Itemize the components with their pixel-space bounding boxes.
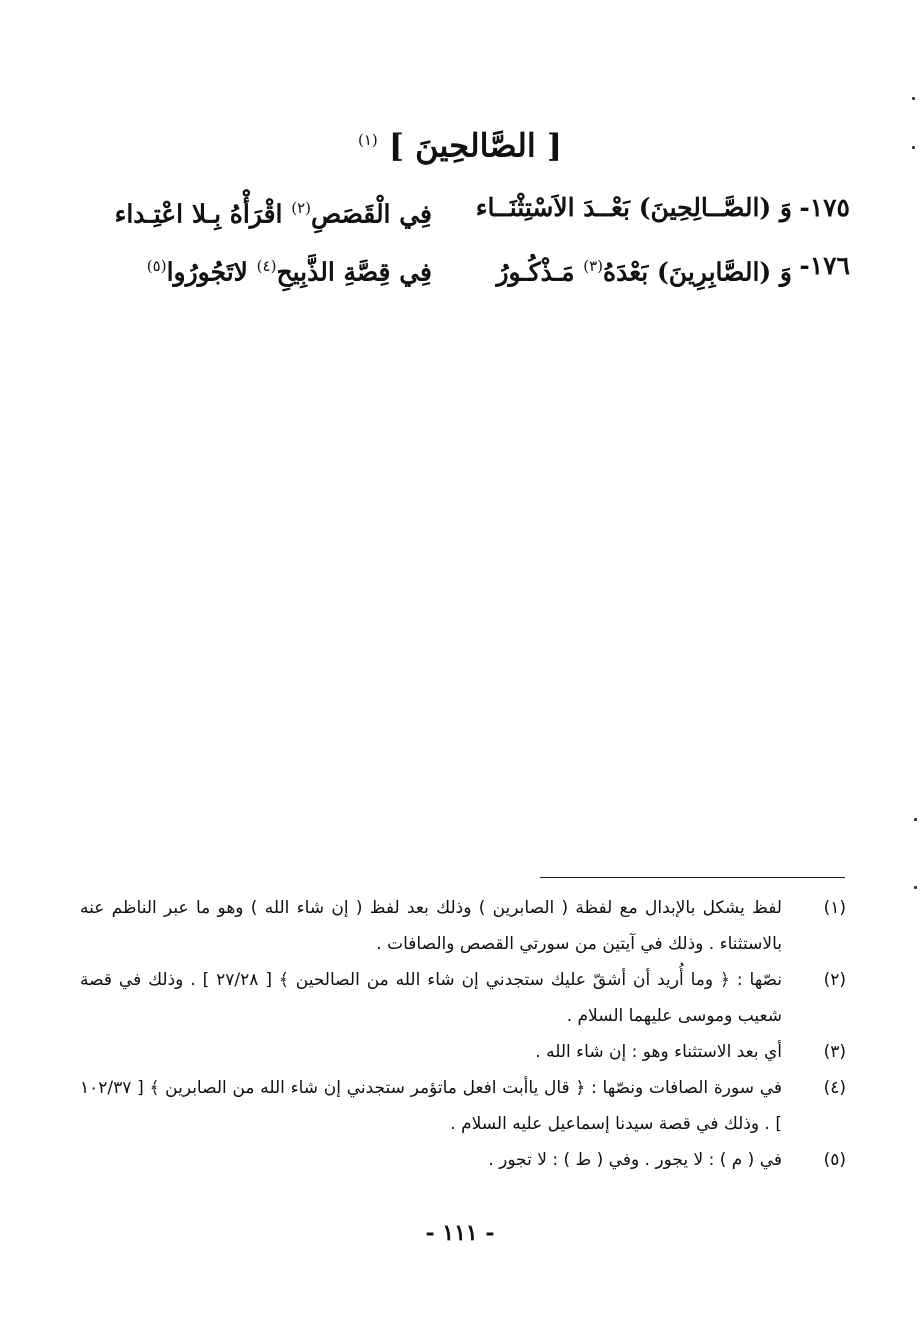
footnote-ref: (٤) xyxy=(256,257,277,275)
footnote xyxy=(80,1034,850,1070)
footnote-ref: (٣) xyxy=(583,257,604,275)
hemistich-text: لاتَجُورُوا xyxy=(166,257,248,287)
hemistich-text: فِي الْقَصَصِ xyxy=(310,199,432,229)
hemistich-text: مَـذْكُـورُ xyxy=(496,257,575,287)
page-number: - ١١١ - xyxy=(425,1220,495,1246)
verse-number: ١٧٦- xyxy=(799,251,850,280)
footnote-number: (٣) xyxy=(823,1042,846,1062)
hemistich-text: وَ (الصَّابِرِينَ) بَعْدَهُ xyxy=(603,257,792,287)
verse-176 xyxy=(90,244,850,288)
heading-text: [ الصَّالحِينَ ] xyxy=(388,126,563,165)
verse-number: ١٧٥- xyxy=(799,193,850,222)
verse-hemistich-second xyxy=(147,244,432,294)
footnote xyxy=(80,1070,850,1142)
footnote-number: (٢) xyxy=(823,970,846,990)
hemistich-text: فِي قِصَّةِ الذَّبِيحِ xyxy=(276,257,432,287)
footnote xyxy=(80,962,850,1034)
section-heading xyxy=(300,118,620,168)
verse-175 xyxy=(90,186,850,230)
footnote-number: (١) xyxy=(823,898,846,918)
heading-note-ref: (١) xyxy=(357,131,378,149)
scan-speck xyxy=(914,886,917,889)
footnote-text: في سورة الصافات ونصّها : ﴿ قال ياأبت افعل ماتؤمر ستجدني إن شاء الله من الصابرين ﴾ [ ١٠٢/٣٧ ] . وذلك في قصة سيدنا إسماعيل عليه السلام . xyxy=(80,1078,782,1134)
verse-hemistich-first xyxy=(476,186,792,230)
verse-hemistich-first xyxy=(496,244,792,294)
hemistich-text: وَ (الصَّــالِحِينَ) بَعْــدَ الاَسْتِثْنَــاء xyxy=(475,193,792,222)
footnote-text: لفظ يشكل بالإبدال مع لفظة ( الصابرين ) وذلك بعد لفظ ( إن شاء الله ) وهو ما عبر الناظم عنه بالاستثناء . وذلك في آيتين من سورتي القصص والصافات . xyxy=(80,898,782,954)
footnote-number: (٥) xyxy=(823,1150,846,1170)
footnotes xyxy=(80,890,850,1178)
footnote-number: (٤) xyxy=(823,1078,846,1098)
footnote-ref: (٥) xyxy=(146,257,167,275)
footnote-ref: (٢) xyxy=(291,199,311,217)
verse-hemistich-second xyxy=(115,186,432,236)
footnote xyxy=(80,1142,850,1178)
scan-speck xyxy=(914,818,917,821)
footnote-text: في ( م ) : لا يجور . وفي ( ط ) : لا تجور . xyxy=(488,1150,782,1170)
footnote xyxy=(80,890,850,962)
footnote-separator xyxy=(540,877,845,878)
footnote-text: أي بعد الاستثناء وهو : إن شاء الله . xyxy=(535,1042,782,1062)
footnote-text: نصّها : ﴿ وما أُريد أن أشقّ عليك ستجدني إن شاء الله من الصالحين ﴾ [ ٢٧/٢٨ ] . وذلك في قصة شعيب وموسى عليهما السلام . xyxy=(80,970,783,1026)
scan-speck xyxy=(912,146,915,149)
scan-speck xyxy=(912,97,915,100)
hemistich-text: اقْرَأْهُ بِـلا اعْتِـداء xyxy=(114,199,283,229)
